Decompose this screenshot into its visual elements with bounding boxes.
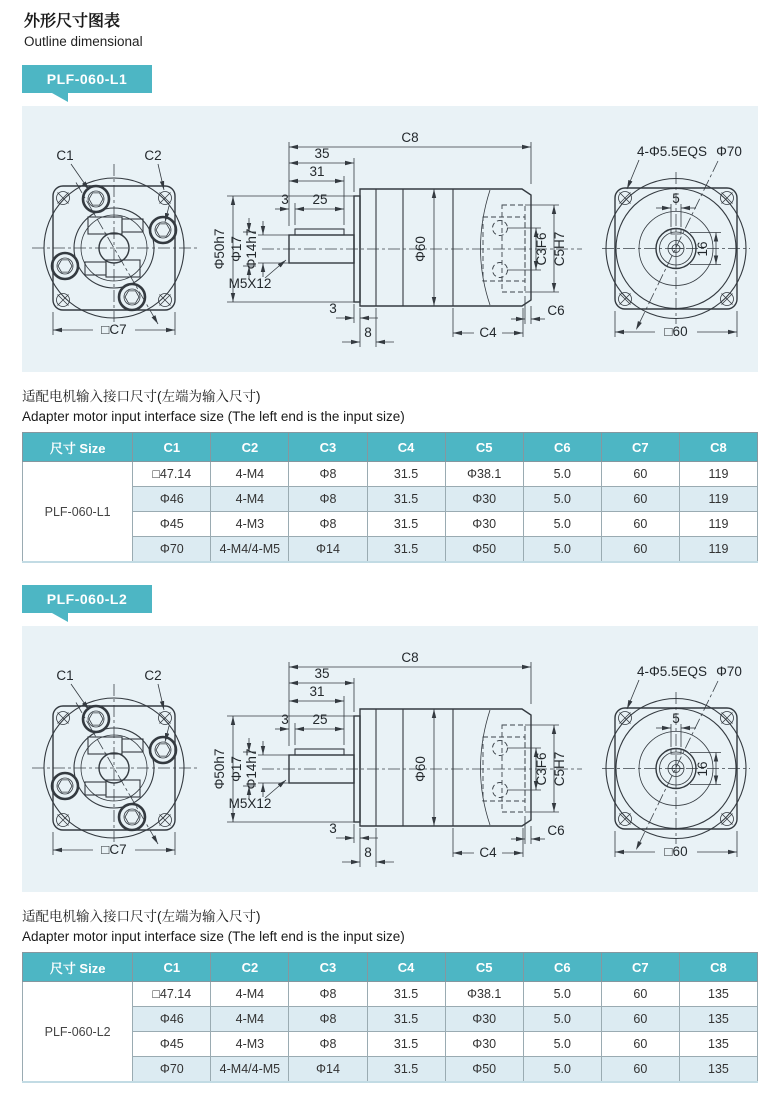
note-en: Adapter motor input interface size (The left end is the input size) <box>22 929 405 944</box>
header-row <box>23 953 758 982</box>
table-cell: Φ46 <box>133 487 211 512</box>
table-row <box>23 487 758 512</box>
column-header-c4: C4 <box>367 433 445 462</box>
dimension-table-l1 <box>22 432 758 563</box>
table-cell: 135 <box>679 1007 757 1032</box>
column-header-size: 尺寸 Size <box>23 433 133 462</box>
page-title-en: Outline dimensional <box>24 34 143 49</box>
table-cell: 60 <box>601 512 679 537</box>
table-row <box>23 512 758 537</box>
table-cell: 135 <box>679 1057 757 1083</box>
table-cell: 31.5 <box>367 982 445 1007</box>
model-badge-l1 <box>22 65 152 93</box>
table-cell: Φ8 <box>289 1007 367 1032</box>
table-row <box>23 462 758 487</box>
table-cell: 4-M3 <box>211 512 289 537</box>
table-cell: 5.0 <box>523 487 601 512</box>
column-header-c1: C1 <box>133 953 211 982</box>
table-cell: 135 <box>679 1032 757 1057</box>
table-cell: 60 <box>601 537 679 563</box>
table-cell: 5.0 <box>523 462 601 487</box>
table-cell: 60 <box>601 462 679 487</box>
note-en: Adapter motor input interface size (The left end is the input size) <box>22 409 405 424</box>
table-cell: 31.5 <box>367 512 445 537</box>
column-header-c3: C3 <box>289 433 367 462</box>
outline-drawing-l2 <box>22 626 758 892</box>
table-cell: 5.0 <box>523 1032 601 1057</box>
table-cell: Φ30 <box>445 512 523 537</box>
column-header-c6: C6 <box>523 433 601 462</box>
table-cell: Φ8 <box>289 512 367 537</box>
table-cell: 119 <box>679 462 757 487</box>
model-badge-l2 <box>22 585 152 613</box>
table-cell: 119 <box>679 537 757 563</box>
table-cell: Φ30 <box>445 1007 523 1032</box>
table-cell: Φ8 <box>289 982 367 1007</box>
model-cell: PLF-060-L2 <box>23 982 133 1083</box>
column-header-c7: C7 <box>601 953 679 982</box>
table-cell: 60 <box>601 1032 679 1057</box>
table-cell: 4-M3 <box>211 1032 289 1057</box>
table-cell: 31.5 <box>367 1007 445 1032</box>
section-plf-060-l1 <box>22 65 758 563</box>
table-cell: 4-M4 <box>211 982 289 1007</box>
drawing-panel-l2 <box>22 626 758 892</box>
column-header-c3: C3 <box>289 953 367 982</box>
table-cell: Φ70 <box>133 1057 211 1083</box>
column-header-size: 尺寸 Size <box>23 953 133 982</box>
table-cell: Φ8 <box>289 487 367 512</box>
table-cell: 5.0 <box>523 537 601 563</box>
table-cell: Φ30 <box>445 487 523 512</box>
page-title-zh: 外形尺寸图表 <box>24 13 121 30</box>
table-cell: 5.0 <box>523 1007 601 1032</box>
column-header-c5: C5 <box>445 433 523 462</box>
table-cell: 5.0 <box>523 982 601 1007</box>
column-header-c6: C6 <box>523 953 601 982</box>
table-cell: 4-M4 <box>211 462 289 487</box>
table-cell: 31.5 <box>367 1032 445 1057</box>
column-header-c2: C2 <box>211 953 289 982</box>
table-cell: 5.0 <box>523 1057 601 1083</box>
table-cell: 5.0 <box>523 512 601 537</box>
table-cell: Φ38.1 <box>445 462 523 487</box>
table-cell: Φ30 <box>445 1032 523 1057</box>
table-cell: Φ50 <box>445 537 523 563</box>
table-row <box>23 537 758 563</box>
model-badge-label: PLF-060-L1 <box>46 71 128 87</box>
table-cell: □47.14 <box>133 462 211 487</box>
table-row <box>23 1007 758 1032</box>
table-cell: 31.5 <box>367 537 445 563</box>
table-cell: 4-M4 <box>211 1007 289 1032</box>
table-cell: 119 <box>679 487 757 512</box>
table-cell: Φ14 <box>289 537 367 563</box>
model-cell: PLF-060-L1 <box>23 462 133 563</box>
table-cell: 60 <box>601 1007 679 1032</box>
table-cell: 4-M4/4-M5 <box>211 537 289 563</box>
table-cell: Φ50 <box>445 1057 523 1083</box>
table-cell: 60 <box>601 1057 679 1083</box>
note-zh: 适配电机输入接口尺寸(左端为输入尺寸) <box>22 389 261 404</box>
column-header-c2: C2 <box>211 433 289 462</box>
note-zh: 适配电机输入接口尺寸(左端为输入尺寸) <box>22 909 261 924</box>
column-header-c8: C8 <box>679 953 757 982</box>
header-row <box>23 433 758 462</box>
table-row <box>23 1032 758 1057</box>
table-cell: 60 <box>601 487 679 512</box>
column-header-c8: C8 <box>679 433 757 462</box>
table-cell: □47.14 <box>133 982 211 1007</box>
table-row <box>23 1057 758 1083</box>
table-cell: Φ46 <box>133 1007 211 1032</box>
table-cell: Φ38.1 <box>445 982 523 1007</box>
table-cell: 60 <box>601 982 679 1007</box>
column-header-c7: C7 <box>601 433 679 462</box>
table-cell: 31.5 <box>367 487 445 512</box>
table-cell: Φ14 <box>289 1057 367 1083</box>
table-row <box>23 982 758 1007</box>
table-cell: Φ45 <box>133 512 211 537</box>
table-cell: 4-M4 <box>211 487 289 512</box>
table-cell: 135 <box>679 982 757 1007</box>
table-cell: Φ8 <box>289 1032 367 1057</box>
table-cell: 4-M4/4-M5 <box>211 1057 289 1083</box>
table-cell: Φ45 <box>133 1032 211 1057</box>
column-header-c1: C1 <box>133 433 211 462</box>
model-badge-label: PLF-060-L2 <box>46 591 128 607</box>
table-cell: Φ8 <box>289 462 367 487</box>
column-header-c5: C5 <box>445 953 523 982</box>
section-plf-060-l2 <box>22 585 758 1083</box>
table-cell: 119 <box>679 512 757 537</box>
table-cell: 31.5 <box>367 462 445 487</box>
dimension-table-l2 <box>22 952 758 1083</box>
drawing-panel-l1 <box>22 106 758 372</box>
column-header-c4: C4 <box>367 953 445 982</box>
table-cell: 31.5 <box>367 1057 445 1083</box>
outline-drawing-l1 <box>22 106 758 372</box>
table-cell: Φ70 <box>133 537 211 563</box>
